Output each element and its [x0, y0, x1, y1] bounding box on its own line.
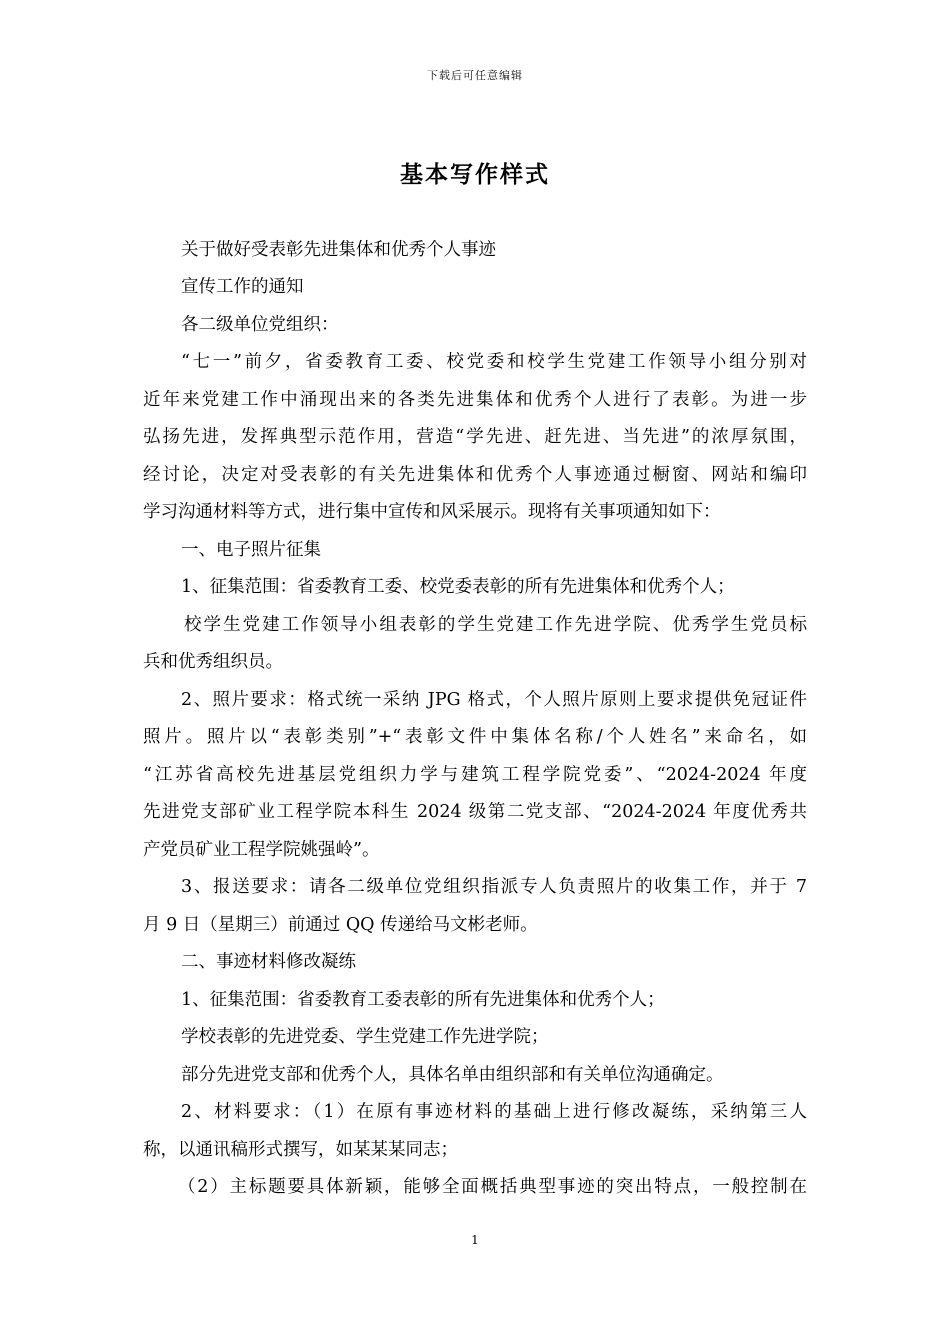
- section-heading-1: 一、电子照片征集: [181, 540, 321, 560]
- body-line: 学校表彰的先进党委、学生党建工作先进学院；: [181, 1027, 549, 1047]
- body-line: （2）主标题要具体新颖，能够全面概括典型事迹的突出特点，一般控制在: [178, 1177, 807, 1197]
- body-line: “七一”前夕，省委教育工委、校党委和校学生党建工作领导小组分别对: [181, 352, 807, 372]
- body-line: 先进党支部矿业工程学院本科生 2024 级第二党支部、“2024-2024 年度优秀共: [143, 802, 807, 822]
- body-line: 称，以通讯稿形式撰写，如某某某同志；: [143, 1140, 458, 1160]
- body-line: 3、报送要求：请各二级单位党组织指派专人负责照片的收集工作，并于 7: [181, 877, 807, 897]
- body-line: 产党员矿业工程学院姚强岭”。: [143, 840, 380, 860]
- body-line: 部分先进党支部和优秀个人，具体名单由组织部和有关单位沟通确定。: [181, 1065, 724, 1085]
- body-line: 兵和优秀组织员。: [143, 652, 283, 672]
- section-heading-2: 二、事迹材料修改凝练: [181, 952, 356, 972]
- body-line: 近年来党建工作中涌现出来的各类先进集体和优秀个人进行了表彰。为进一步: [143, 390, 807, 410]
- body-line: 2、材料要求：（1）在原有事迹材料的基础上进行修改凝练，采纳第三人: [181, 1102, 807, 1122]
- body-line: 经讨论，决定对受表彰的有关先进集体和优秀个人事迹通过橱窗、网站和编印: [143, 465, 807, 485]
- body-line: 月 9 日（星期三）前通过 QQ 传递给马文彬老师。: [143, 915, 538, 935]
- body-line: 弘扬先进，发挥典型示范作用，营造“学先进、赶先进、当先进”的浓厚氛围，: [143, 427, 807, 447]
- notice-title-line-1: 关于做好受表彰先进集体和优秀个人事迹: [181, 240, 496, 260]
- page-number: 1: [471, 1233, 479, 1247]
- notice-title-line-2: 宣传工作的通知: [181, 277, 304, 297]
- document-title: 基本写作样式: [400, 162, 550, 188]
- body-line: 学习沟通材料等方式，进行集中宣传和风采展示。现将有关事项通知如下：: [143, 502, 721, 522]
- body-line: 2、照片要求：格式统一采纳 JPG 格式，个人照片原则上要求提供免冠证件: [181, 690, 807, 710]
- body-line: “江苏省高校先进基层党组织力学与建筑工程学院党委”、“2024-2024 年度: [143, 765, 807, 785]
- body-line: 校学生党建工作领导小组表彰的学生党建工作先进学院、优秀学生党员标: [184, 615, 807, 635]
- body-line: 1、征集范围：省委教育工委表彰的所有先进集体和优秀个人；: [181, 990, 665, 1010]
- body-line: 1、征集范围：省委教育工委、校党委表彰的所有先进集体和优秀个人；: [181, 577, 735, 597]
- salutation: 各二级单位党组织：: [181, 315, 339, 335]
- body-line: 照片。照片以“表彰类别”+“表彰文件中集体名称/个人姓名”来命名，如: [143, 727, 807, 747]
- header-note: 下载后可任意编辑: [427, 69, 523, 82]
